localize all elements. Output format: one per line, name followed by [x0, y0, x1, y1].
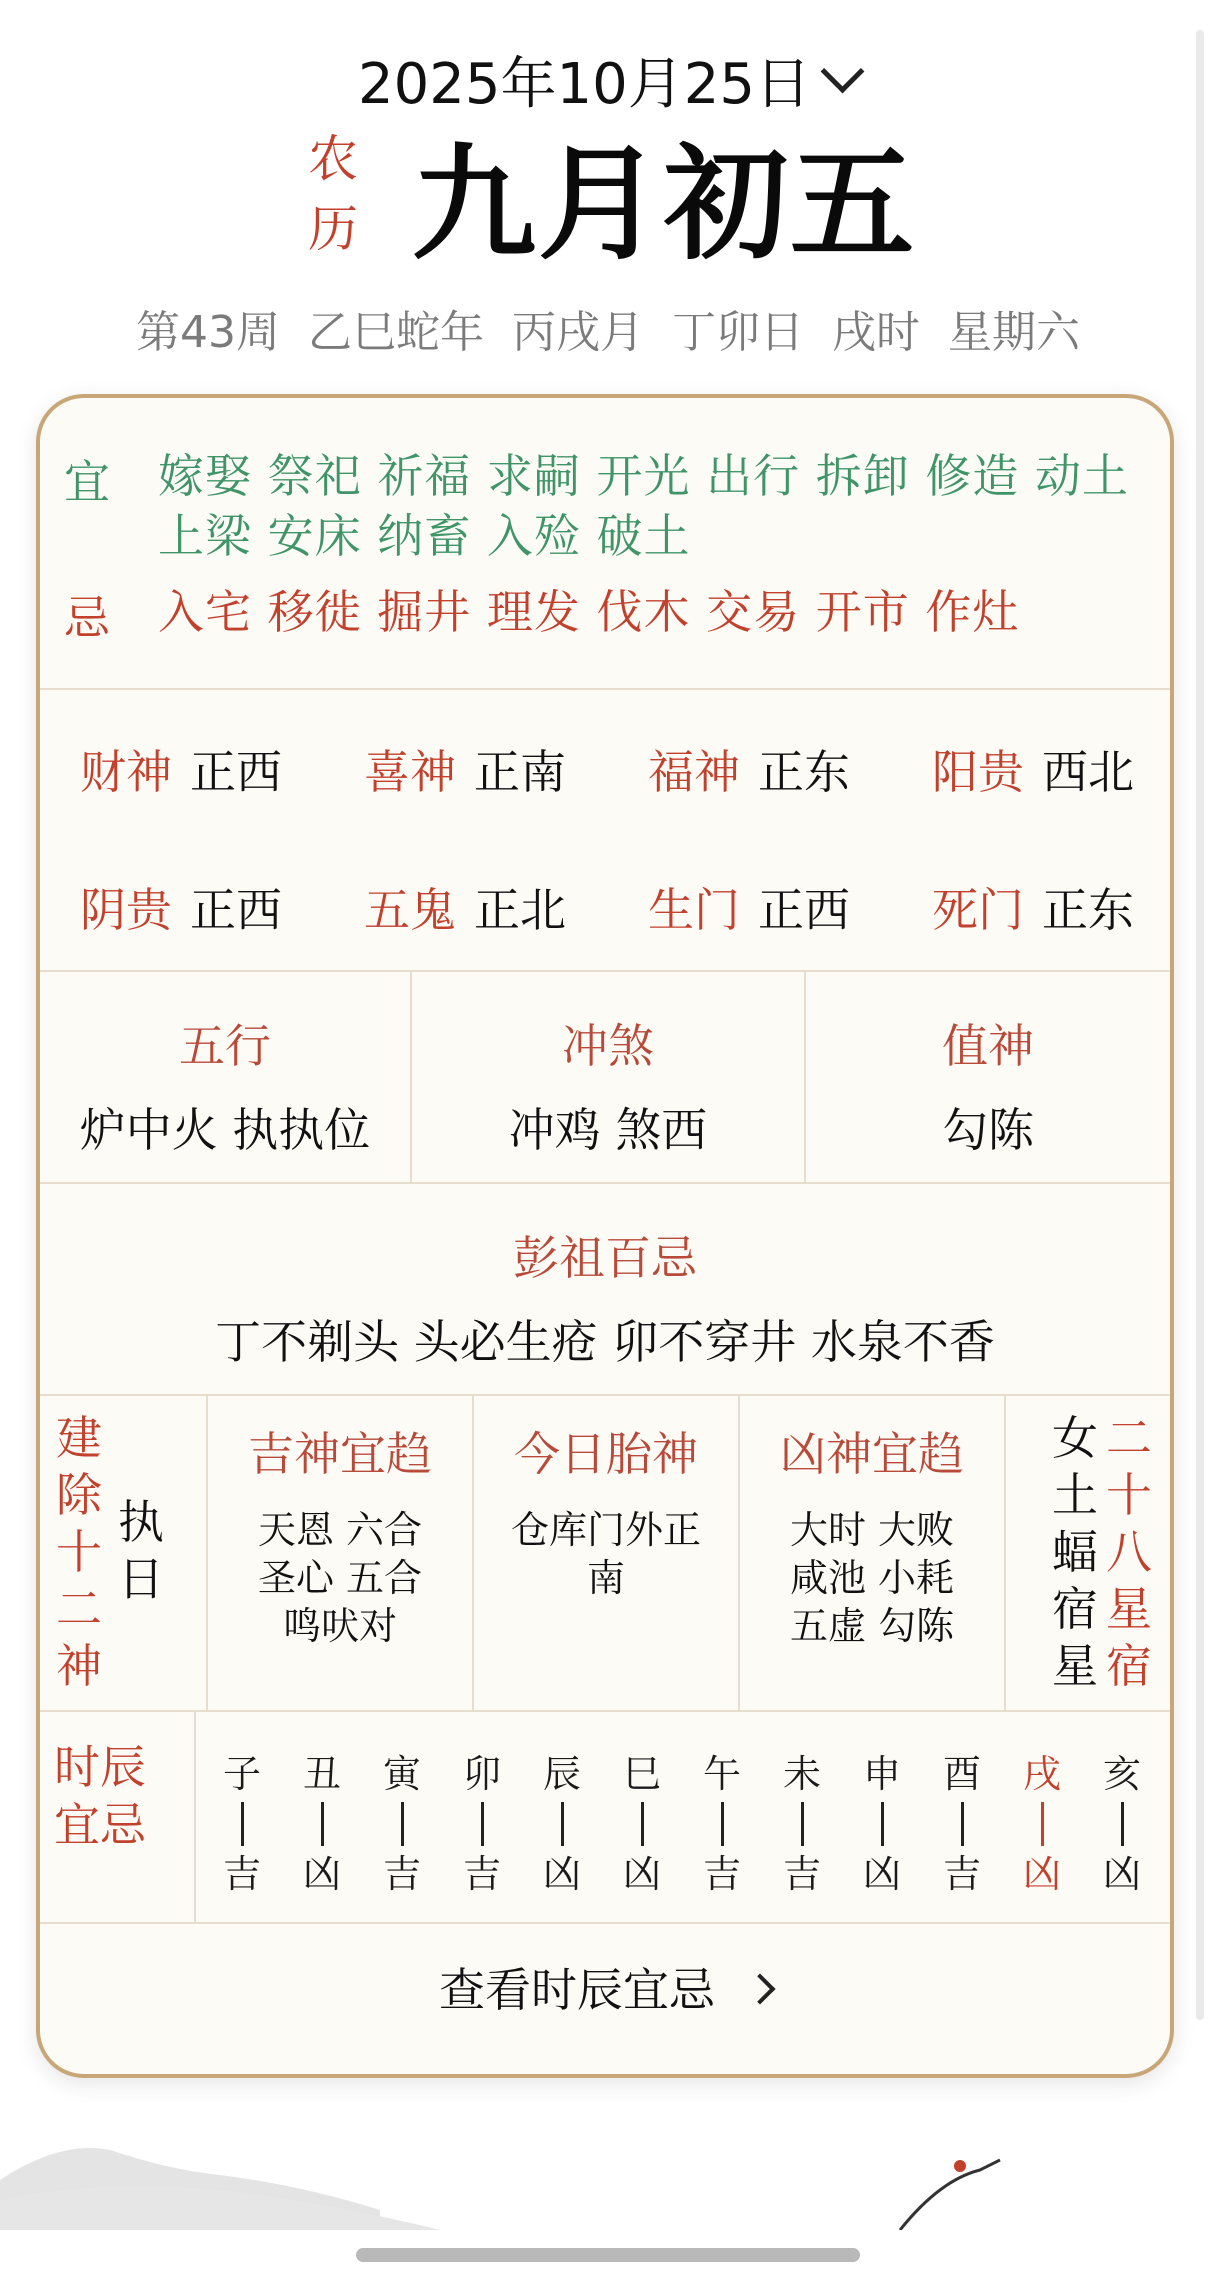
god-direction: 阳贵 西北: [932, 745, 1134, 799]
wuxing-cell: 五行 炉中火 执执位: [79, 1019, 371, 1157]
xiongshen-cell: 凶神宜趋 大时 大败 咸池 小耗 五虚 勾陈: [780, 1427, 964, 1648]
divider: [40, 1710, 1170, 1712]
chevron-right-icon: [744, 1973, 775, 2004]
hour-item[interactable]: 未 吉: [782, 1752, 821, 1896]
god-direction: 财神 正西: [80, 745, 282, 799]
hour-item[interactable]: 酉 吉: [942, 1752, 981, 1896]
god-direction: 福神 正东: [648, 745, 850, 799]
yi-label: 宜: [64, 455, 110, 509]
ji-items: 入宅 移徙 掘井 理发 伐木 交易 开市 作灶: [158, 585, 1020, 639]
divider: [1004, 1394, 1006, 1710]
hour-item[interactable]: 卯 吉: [462, 1752, 501, 1896]
jishen-cell: 吉神宜趋 天恩 六合 圣心 五合 鸣吠对: [248, 1427, 432, 1648]
divider: [40, 688, 1170, 690]
god-direction: 死门 正东: [932, 883, 1134, 937]
date-text: 2025年10月25日: [357, 52, 812, 117]
almanac-card: [36, 394, 1174, 2078]
hour-item-current[interactable]: 戌 凶: [1022, 1752, 1061, 1896]
view-hours-label: 查看时辰宜忌: [439, 1963, 715, 2017]
hour-item[interactable]: 亥 凶: [1102, 1752, 1141, 1896]
chongsha-cell: 冲煞 冲鸡 煞西: [508, 1019, 708, 1157]
ji-label: 忌: [64, 591, 110, 645]
date-subinfo: 第43周 乙巳蛇年 丙戌月 丁卯日 戌时 星期六: [136, 307, 1080, 358]
zhishen-cell: 值神 勾陈: [942, 1019, 1034, 1157]
divider: [40, 970, 1170, 972]
lunar-date: 九月初五: [412, 133, 917, 277]
taishen-cell: 今日胎神 仓库门外正 南: [510, 1427, 701, 1600]
god-direction: 生门 正西: [648, 883, 850, 937]
jianchu-value: 执 日: [118, 1495, 164, 1606]
chevron-down-icon: [821, 50, 865, 94]
view-hours-button[interactable]: [40, 1954, 1170, 2020]
date-selector[interactable]: [0, 40, 1216, 120]
hour-item[interactable]: 丑 凶: [302, 1752, 341, 1896]
hour-item[interactable]: 午 吉: [702, 1752, 741, 1896]
hour-item[interactable]: 寅 吉: [382, 1752, 421, 1896]
lunar-tag: 农历: [308, 130, 358, 258]
divider: [40, 1182, 1170, 1184]
hour-item[interactable]: 巳 凶: [622, 1752, 661, 1896]
hour-item[interactable]: 子 吉: [222, 1752, 261, 1896]
god-direction: 阴贵 正西: [80, 883, 282, 937]
yi-items: 嫁娶 祭祀 祈福 求嗣 开光 出行 拆卸 修造 动土 上梁 安床 纳畜 入殓 破土: [158, 449, 1129, 563]
divider: [40, 1394, 1170, 1396]
pengzu-cell: 彭祖百忌 丁不剃头 头必生疮 卯不穿井 水泉不香: [215, 1231, 995, 1369]
divider: [40, 1922, 1170, 1924]
xiu28-label: 二 十 八 星 宿: [1106, 1411, 1152, 1693]
hour-item[interactable]: 辰 凶: [542, 1752, 581, 1896]
hour-item[interactable]: 申 凶: [862, 1752, 901, 1896]
hours-label: 时辰 宜忌: [54, 1740, 146, 1852]
xiu28-value: 女 土 蝠 宿 星: [1052, 1411, 1098, 1693]
home-indicator[interactable]: [356, 2248, 860, 2262]
jianchu-label: 建 除 十 二 神: [56, 1411, 102, 1693]
god-direction: 喜神 正南: [364, 745, 566, 799]
god-direction: 五鬼 正北: [364, 883, 566, 937]
divider: [194, 1710, 196, 1922]
landscape-decoration: [0, 2120, 1216, 2230]
